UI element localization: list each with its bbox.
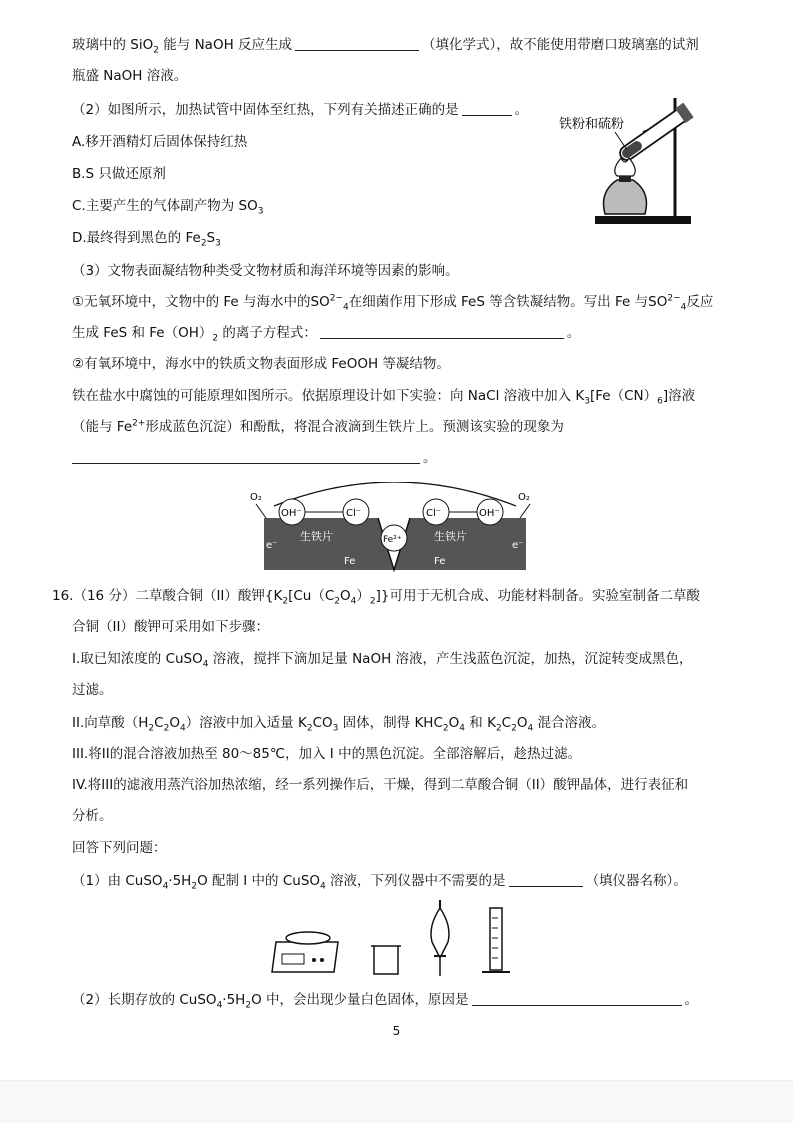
oh-ion-left: OH⁻	[281, 508, 302, 519]
q16-title: 16.（16 分）二草酸合铜（II）酸钾$\{K_2[Cu(C_2O_4)_2]\}$可用于无机合成、功能材料制备。实验室制备二草酸	[52, 588, 700, 607]
figure-label: 铁粉和硫粉	[559, 117, 625, 132]
fe-right: Fe	[434, 556, 446, 567]
step-1-cont: 过滤。	[72, 682, 113, 698]
answer-blank[interactable]	[509, 872, 583, 887]
o2-right: O₂	[518, 492, 530, 503]
instruments-figure	[268, 898, 528, 980]
q15-part2: （2）如图所示，加热试管中固体至红热，下列有关描述正确的是 。	[72, 102, 529, 118]
fe2-ion: Fe²⁺	[383, 535, 402, 545]
separatory-funnel-icon	[431, 900, 449, 976]
q15-part3-answer: 。	[72, 449, 437, 467]
q15-part3: （3）文物表面凝结物种类受文物材质和海洋环境等因素的影响。	[72, 263, 459, 279]
answer-blank[interactable]	[472, 991, 682, 1006]
option-a: A.移开酒精灯后固体保持红热	[72, 134, 248, 150]
iron-plate-left: 生铁片	[300, 530, 333, 543]
fe-left: Fe	[344, 556, 356, 567]
option-d: D.最终得到黑色的 $Fe_2S_3$	[72, 230, 221, 249]
iron-plate-right: 生铁片	[434, 530, 467, 543]
q15-line1: 玻璃中的 SiO$_2$ 能与 NaOH 反应生成 （填化学式），故不能使用带磨口玻璃塞的试剂	[72, 37, 699, 56]
q15-part3-item1: ①无氧环境中，文物中的 Fe 与海水中的$SO^{2-}_4$在细菌作用下形成 FeS 等含铁凝结物。写出 Fe 与$SO^{2-}_4$反应	[72, 293, 714, 313]
step-3: III.将II的混合溶液加热至 80～85℃，加入 I 中的黑色沉淀。全部溶解后，趁热过滤。	[72, 746, 582, 762]
answer-blank[interactable]	[295, 36, 419, 51]
step-4-cont: 分析。	[72, 808, 113, 824]
step-2: II.向草酸$(H_2C_2O_4)$溶液中加入适量 $K_2CO_3$ 固体，制得 $KHC_2O_4$ 和 $K_2C_2O_4$ 混合溶液。	[72, 715, 606, 734]
q15-part3-principle-cont: （能与 $Fe^{2+}$形成蓝色沉淀）和酚酞，将混合液滴到生铁片上。预测该实验的现象为	[72, 418, 564, 435]
cl-ion-left: Cl⁻	[346, 508, 362, 519]
option-b: B.S 只做还原剂	[72, 166, 166, 182]
q16-question1: （1）由 $CuSO_4\cdot 5H_2O$ 配制 I 中的 CuSO$_4$ 溶液，下列仪器中不需要的是 （填仪器名称）。	[72, 873, 687, 892]
beaker-icon	[371, 946, 401, 974]
o2-left: O₂	[250, 492, 262, 503]
page-number: 5	[392, 1024, 401, 1038]
heating-apparatus-figure	[555, 92, 705, 232]
electron-left: e⁻	[266, 540, 278, 551]
q16-question2: （2）长期存放的 $CuSO_4\cdot 5H_2O$ 中，会出现少量白色固体，原因是 。	[72, 992, 698, 1011]
corrosion-diagram	[244, 482, 544, 574]
questions-heading: 回答下列问题：	[72, 840, 167, 856]
answer-blank[interactable]	[72, 449, 420, 464]
q15-part3-principle: 铁在盐水中腐蚀的可能原理如图所示。依据原理设计如下实验：向 NaCl 溶液中加入 $K_3[Fe(CN)_6]$溶液	[72, 388, 696, 407]
electronic-balance-icon	[272, 932, 338, 972]
step-4: IV.将III的滤液用蒸汽浴加热浓缩，经一系列操作后，干燥，得到二草酸合铜（II）酸钾晶体，进行表征和	[72, 777, 689, 793]
answer-blank[interactable]	[320, 324, 564, 339]
cl-ion-right: Cl⁻	[426, 508, 442, 519]
step-1: I.取已知浓度的 CuSO$_4$ 溶液，搅拌下滴加足量 NaOH 溶液，产生浅蓝色沉淀，加热，沉淀转变成黑色，	[72, 651, 693, 670]
graduated-cylinder-icon	[482, 908, 510, 972]
option-c: C.主要产生的气体副产物为 $SO_3$	[72, 198, 264, 217]
electron-right: e⁻	[512, 540, 524, 551]
q15-part3-item2: ②有氧环境中，海水中的铁质文物表面形成 FeOOH 等凝结物。	[72, 356, 450, 372]
answer-blank[interactable]	[462, 101, 512, 116]
oh-ion-right: OH⁻	[479, 508, 500, 519]
q15-line2: 瓶盛 NaOH 溶液。	[72, 68, 188, 84]
q16-title-cont: 合铜（II）酸钾可采用如下步骤：	[72, 619, 269, 635]
page-footer	[0, 1080, 793, 1123]
q15-part3-item1-cont: 生成 FeS 和 $Fe(OH)_2$ 的离子方程式： 。	[72, 325, 581, 344]
